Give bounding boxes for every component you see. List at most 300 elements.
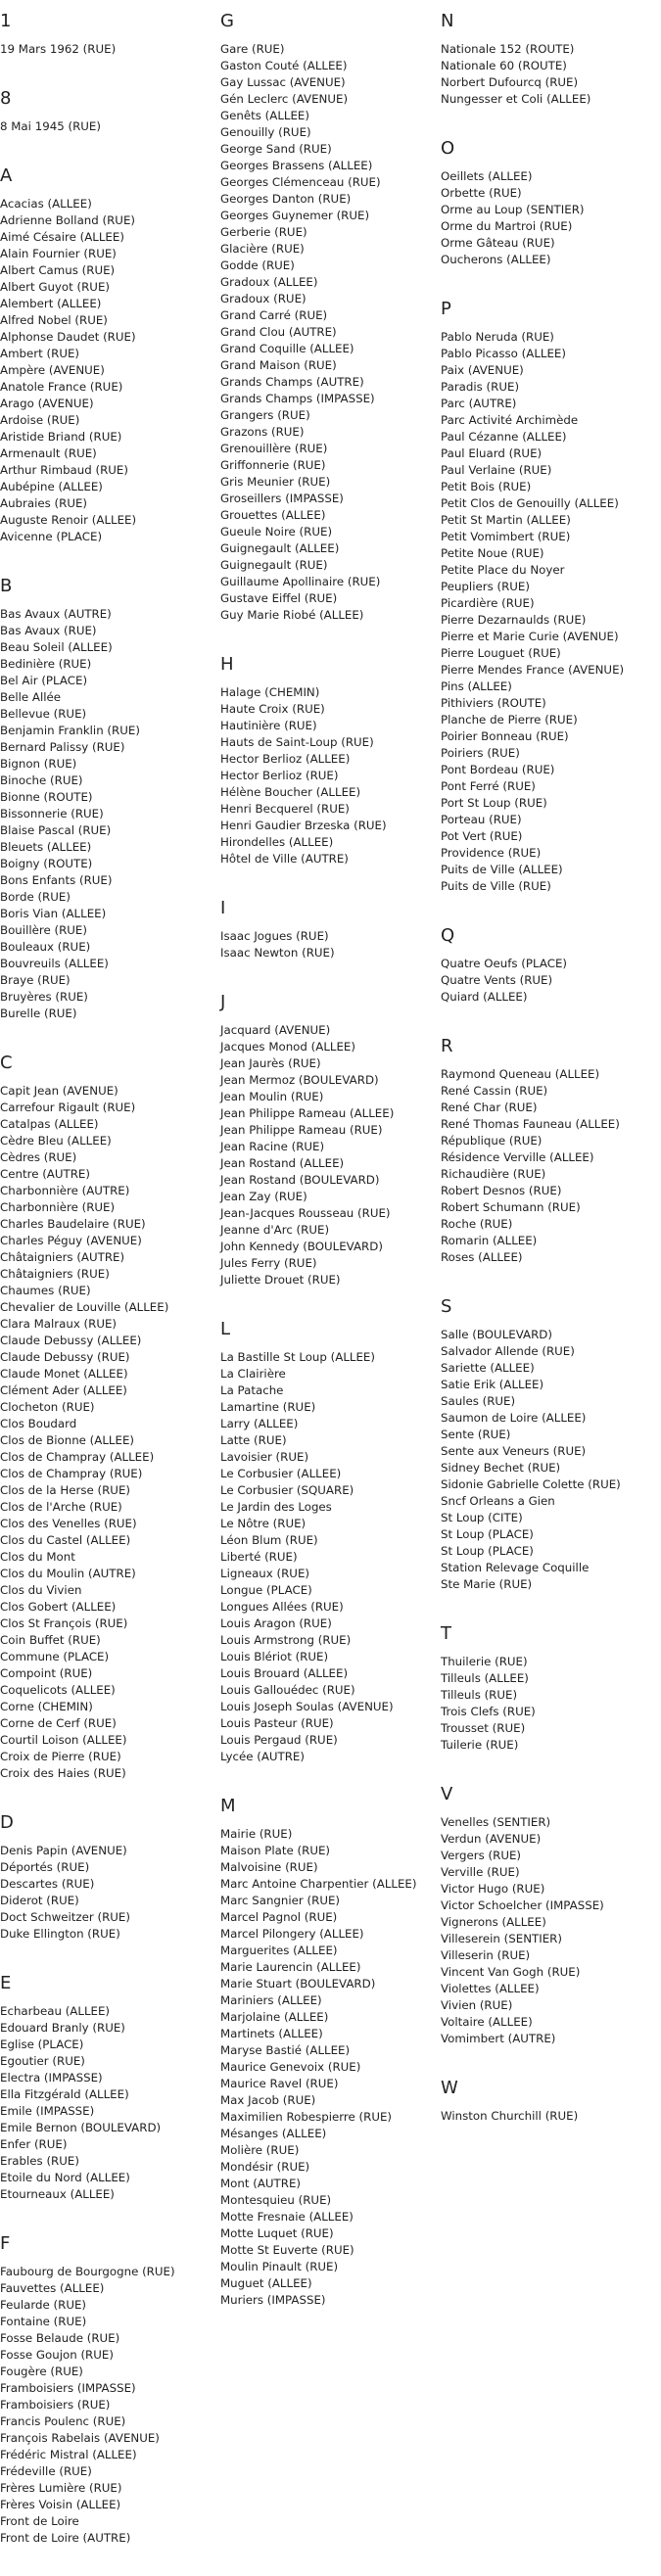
street-list [441,168,656,268]
street-item: Thuilerie (RUE) [441,1655,528,1668]
street-item: John Kennedy (BOULEVARD) [220,1240,383,1253]
street-list [0,196,215,545]
street-item: Cèdre Bleu (ALLEE) [0,1134,112,1147]
letter-heading: Q [441,925,455,946]
street-item: Claude Debussy (RUE) [0,1350,130,1364]
street-item: Grand Clou (AUTRE) [220,325,337,339]
street-list [441,956,656,1006]
street-item: Boigny (ROUTE) [0,857,93,870]
street-item: Duke Ellington (RUE) [0,1927,120,1941]
street-item: Compoint (RUE) [0,1666,93,1680]
street-item: Gradoux (ALLEE) [220,275,318,289]
street-item: Genêts (ALLEE) [220,109,309,122]
letter-group [0,10,215,58]
street-item: Francis Poulenc (RUE) [0,2414,126,2428]
letter-heading: O [441,138,455,159]
street-item: Pins (ALLEE) [441,679,512,693]
street-item: 19 Mars 1962 (RUE) [0,42,117,56]
street-item: Peupliers (RUE) [441,580,530,593]
street-item: Grands Champs (IMPASSE) [220,392,375,405]
street-item: Charles Baudelaire (RUE) [0,1217,146,1231]
street-item: Sidney Bechet (RUE) [441,1461,561,1475]
street-item: Le Jardin des Loges [220,1500,332,1514]
street-list [441,41,656,108]
street-item: Jean Philippe Rameau (ALLEE) [220,1106,395,1120]
street-item: Mairie (RUE) [220,1827,293,1841]
street-list [220,1022,436,1288]
street-item: Jean Mermoz (BOULEVARD) [220,1073,379,1087]
street-item: Alphonse Daudet (RUE) [0,330,136,344]
street-item: Louis Brouard (ALLEE) [220,1666,349,1680]
street-item: Hautinière (RUE) [220,719,317,732]
street-item: Pierre Mendes France (AVENUE) [441,663,625,677]
street-item: Larry (ALLEE) [220,1417,299,1430]
street-item: Bignon (RUE) [0,757,77,771]
street-item: Sidonie Gabrielle Colette (RUE) [441,1477,621,1491]
street-item: Picardière (RUE) [441,596,535,610]
street-item: Paradis (RUE) [441,380,520,394]
street-item: Léon Blum (RUE) [220,1533,318,1547]
street-item: Henri Gaudier Brzeska (RUE) [220,819,387,832]
street-item: Louis Blériot (RUE) [220,1650,329,1663]
street-item: Marcel Pagnol (RUE) [220,1910,338,1924]
street-item: Raymond Queneau (ALLEE) [441,1067,600,1081]
street-item: Ampère (AVENUE) [0,363,105,377]
street-item: Pont Bordeau (RUE) [441,763,555,776]
street-item: Muriers (IMPASSE) [220,2293,326,2307]
street-item: Gris Meunier (RUE) [220,475,331,489]
letter-heading: C [0,1053,13,1073]
street-item: 8 Mai 1945 (RUE) [0,119,101,133]
street-item: Grand Maison (RUE) [220,358,337,372]
street-item: Gueule Noire (RUE) [220,525,333,539]
street-item: René Thomas Fauneau (ALLEE) [441,1117,620,1131]
street-item: René Cassin (RUE) [441,1084,548,1098]
letter-group [220,991,436,1288]
letter-heading: T [441,1623,451,1644]
street-item: Pablo Neruda (RUE) [441,330,554,344]
street-item: Marie Stuart (BOULEVARD) [220,1977,376,1991]
letter-group [0,1052,215,1782]
street-item: Petit Clos de Genouilly (ALLEE) [441,496,619,510]
column-3 [441,10,656,2154]
street-item: Gustave Eiffel (RUE) [220,591,338,605]
letter-group [441,298,656,895]
street-item: La Clairière [220,1367,286,1381]
street-list [0,41,215,58]
street-item: Marc Sangnier (RUE) [220,1894,341,1907]
street-item: Claude Monet (ALLEE) [0,1367,128,1381]
street-item: Fosse Goujon (RUE) [0,2348,114,2362]
street-item: Eglise (PLACE) [0,2037,84,2051]
street-item: Catalpas (ALLEE) [0,1117,99,1131]
street-item: Gay Lussac (AVENUE) [220,75,346,89]
street-item: Bons Enfants (RUE) [0,873,113,887]
street-item: Trois Clefs (RUE) [441,1705,536,1718]
street-item: Vincent Van Gogh (RUE) [441,1965,581,1979]
street-item: Fougère (RUE) [0,2365,83,2378]
street-item: Malvoisine (RUE) [220,1860,318,1874]
street-item: François Rabelais (AVENUE) [0,2431,160,2445]
street-item: Framboisiers (RUE) [0,2398,111,2412]
street-item: Porteau (RUE) [441,813,522,826]
street-item: Tilleuls (RUE) [441,1688,518,1702]
letter-heading: E [0,1973,12,1993]
street-item: Clos Boudard [0,1417,77,1430]
letter-heading: V [441,1784,453,1804]
street-item: Clos des Venelles (RUE) [0,1517,137,1530]
street-item: Petit St Martin (ALLEE) [441,513,571,527]
street-item: Latte (RUE) [220,1433,287,1447]
letter-group [220,1318,436,1765]
street-item: Isaac Jogues (RUE) [220,929,329,943]
street-item: Aristide Briand (RUE) [0,430,122,444]
street-item: La Patache [220,1383,284,1397]
street-item: Clos du Vivien [0,1583,82,1597]
street-item: Jacquard (AVENUE) [220,1023,331,1037]
street-list [220,1826,436,2309]
street-item: Petite Place du Noyer [441,563,565,577]
street-item: Front de Loire (AUTRE) [0,2531,131,2545]
street-item: Denis Papin (AVENUE) [0,1844,127,1857]
street-item: René Char (RUE) [441,1101,538,1114]
street-item: Molière (RUE) [220,2143,300,2157]
street-item: Gerberie (RUE) [220,225,307,239]
street-item: Faubourg de Bourgogne (RUE) [0,2265,175,2278]
letter-group [220,10,436,624]
street-item: Diderot (RUE) [0,1894,79,1907]
street-item: Arthur Rimbaud (RUE) [0,463,128,477]
street-item: Salvador Allende (RUE) [441,1344,575,1358]
street-item: Aubépine (ALLEE) [0,480,103,493]
street-item: Charbonnière (AUTRE) [0,1184,130,1197]
street-item: Chaumes (RUE) [0,1284,91,1297]
street-item: Le Nôtre (RUE) [220,1517,307,1530]
street-item: Paix (AVENUE) [441,363,524,377]
street-item: Robert Schumann (RUE) [441,1200,581,1214]
street-item: Lamartine (RUE) [220,1400,316,1414]
street-item: Guy Marie Riobé (ALLEE) [220,608,364,622]
street-item: Binoche (RUE) [0,773,83,787]
street-item: Clos du Moulin (AUTRE) [0,1567,136,1580]
street-item: Maximilien Robespierre (RUE) [220,2110,393,2124]
street-item: Le Corbusier (ALLEE) [220,1467,342,1480]
street-item: Egoutier (RUE) [0,2054,85,2068]
street-item: Bas Avaux (RUE) [0,624,97,637]
street-item: Acacias (ALLEE) [0,197,92,211]
street-item: Pierre Louguet (RUE) [441,646,561,660]
street-item: Auguste Renoir (ALLEE) [0,513,137,527]
street-item: Montesquieu (RUE) [220,2193,332,2207]
column-2 [220,10,436,2338]
street-item: Front de Loire [0,2514,79,2528]
street-item: Georges Danton (RUE) [220,192,352,206]
letter-group [220,653,436,867]
letter-heading: M [220,1796,236,1816]
street-item: Roses (ALLEE) [441,1250,523,1264]
letter-heading: W [441,2078,458,2098]
street-item: Fauvettes (ALLEE) [0,2281,105,2295]
street-item: Clocheton (RUE) [0,1400,95,1414]
street-item: Chevalier de Louville (ALLEE) [0,1300,169,1314]
street-item: Nationale 60 (ROUTE) [441,59,567,72]
street-item: Marguerites (ALLEE) [220,1944,338,1957]
street-item: Pablo Picasso (ALLEE) [441,347,566,360]
street-item: Richaudière (RUE) [441,1167,546,1181]
street-item: Marie Laurencin (ALLEE) [220,1960,361,1974]
letter-group [441,1295,656,1593]
street-item: Croix de Pierre (RUE) [0,1750,121,1763]
street-item: Quiard (ALLEE) [441,990,528,1004]
street-item: Nationale 152 (ROUTE) [441,42,575,56]
street-item: Maryse Bastié (ALLEE) [220,2043,351,2057]
street-item: Puits de Ville (ALLEE) [441,863,563,876]
street-item: Ella Fitzgérald (ALLEE) [0,2087,129,2101]
street-item: Motte St Euverte (RUE) [220,2243,354,2257]
letter-heading: D [0,1812,14,1833]
street-item: Cèdres (RUE) [0,1150,77,1164]
street-item: Maison Plate (RUE) [220,1844,331,1857]
street-item: Pithiviers (ROUTE) [441,696,546,710]
street-item: Isaac Newton (RUE) [220,946,335,960]
street-list [441,1654,656,1754]
letter-heading: L [220,1319,231,1339]
street-list [441,1327,656,1593]
street-item: Framboisiers (IMPASSE) [0,2381,136,2395]
street-item: Bleuets (ALLEE) [0,840,92,854]
street-item: Guignegault (RUE) [220,558,328,572]
street-item: Griffonnerie (RUE) [220,458,326,472]
street-item: Jacques Monod (ALLEE) [220,1040,355,1054]
street-item: Albert Camus (RUE) [0,263,116,277]
street-item: Longue (PLACE) [220,1583,312,1597]
street-item: Quatre Oeufs (PLACE) [441,957,567,970]
street-item: Paul Eluard (RUE) [441,446,543,460]
letter-group [441,1035,656,1266]
street-item: Motte Luquet (RUE) [220,2226,334,2240]
street-item: Oucherons (ALLEE) [441,253,551,266]
street-item: Frères Voisin (ALLEE) [0,2498,121,2511]
street-item: Alembert (ALLEE) [0,297,102,310]
street-item: Verville (RUE) [441,1865,520,1879]
street-list [0,118,215,135]
street-item: Jean-Jacques Rousseau (RUE) [220,1206,391,1220]
street-list [0,1843,215,1943]
street-item: George Sand (RUE) [220,142,332,156]
street-item: Liberté (RUE) [220,1550,298,1564]
letter-group [441,2077,656,2125]
street-item: Bas Avaux (AUTRE) [0,607,112,621]
letter-group [441,10,656,108]
street-item: Jean Rostand (ALLEE) [220,1156,345,1170]
street-item: Enfer (RUE) [0,2137,68,2151]
street-item: Villeserein (SENTIER) [441,1932,562,1945]
street-item: Louis Pergaud (RUE) [220,1733,338,1747]
street-list [441,2108,656,2125]
street-item: Capit Jean (AVENUE) [0,1084,118,1098]
street-item: Frédeville (RUE) [0,2464,92,2478]
street-item: Vomimbert (AUTRE) [441,2032,556,2045]
letter-heading: P [441,299,451,319]
street-item: Carrefour Rigault (RUE) [0,1101,136,1114]
street-item: Châtaigniers (RUE) [0,1267,110,1281]
street-item: Vergers (RUE) [441,1849,522,1862]
street-item: Alfred Nobel (RUE) [0,313,108,327]
street-item: Sncf Orleans a Gien [441,1494,555,1508]
street-item: Grand Carré (RUE) [220,308,328,322]
street-item: Oeillets (ALLEE) [441,169,533,183]
street-item: Verdun (AVENUE) [441,1832,542,1846]
street-item: Trousset (RUE) [441,1721,526,1735]
street-item: Courtil Loison (ALLEE) [0,1733,127,1747]
column-1 [0,10,215,2576]
street-item: Paul Cézanne (ALLEE) [441,430,567,444]
street-item: Max Jacob (RUE) [220,2093,316,2107]
street-item: St Loup (PLACE) [441,1544,534,1558]
street-item: Juliette Drouet (RUE) [220,1273,341,1287]
letter-group [0,1811,215,1943]
street-item: Claude Debussy (ALLEE) [0,1334,142,1347]
street-item: Henri Becquerel (RUE) [220,802,350,816]
street-item: Mont (AUTRE) [220,2177,302,2190]
street-item: Louis Aragon (RUE) [220,1616,332,1630]
street-item: Louis Armstrong (RUE) [220,1633,352,1647]
street-item: Georges Guynemer (RUE) [220,209,370,222]
street-item: Electra (IMPASSE) [0,2071,103,2084]
street-item: Romarin (ALLEE) [441,1234,538,1247]
street-item: Alain Fournier (RUE) [0,247,117,260]
street-item: Clos de Champray (RUE) [0,1467,143,1480]
street-list [441,1066,656,1266]
street-list [0,606,215,1022]
letter-group [0,2232,215,2547]
street-item: Guignegault (ALLEE) [220,541,340,555]
street-item: Bellevue (RUE) [0,707,87,721]
street-item: Petit Bois (RUE) [441,480,532,493]
letter-group [220,897,436,961]
street-item: Hirondelles (ALLEE) [220,835,334,849]
street-item: Fosse Belaude (RUE) [0,2331,120,2345]
street-item: Commune (PLACE) [0,1650,110,1663]
street-item: Ambert (RUE) [0,347,80,360]
street-item: Motte Fresnaie (ALLEE) [220,2210,354,2224]
street-item: Clément Ader (ALLEE) [0,1383,127,1397]
letter-heading: N [441,11,454,31]
street-item: Ligneaux (RUE) [220,1567,309,1580]
street-item: Le Corbusier (SQUARE) [220,1483,354,1497]
street-item: Tuilerie (RUE) [441,1738,519,1752]
street-item: Borde (RUE) [0,890,71,904]
street-item: Lycée (AUTRE) [220,1750,305,1763]
street-item: Pot Vert (RUE) [441,829,523,843]
street-item: Bionne (ROUTE) [0,790,93,804]
street-item: Albert Guyot (RUE) [0,280,111,294]
street-item: Marcel Pilongery (ALLEE) [220,1927,364,1941]
street-item: Fontaine (RUE) [0,2315,87,2328]
street-item: Georges Brassens (ALLEE) [220,159,373,172]
letter-heading: G [220,11,234,31]
street-item: Grenouillère (RUE) [220,442,328,455]
street-item: Orme Gâteau (RUE) [441,236,555,250]
street-item: Pierre et Marie Curie (AVENUE) [441,630,619,643]
street-item: Planche de Pierre (RUE) [441,713,578,726]
street-item: Emile (IMPASSE) [0,2104,95,2118]
street-item: Jean Moulin (RUE) [220,1090,324,1103]
street-item: Sente (RUE) [441,1428,511,1441]
street-list [441,329,656,895]
street-item: Adrienne Bolland (RUE) [0,213,135,227]
street-item: Norbert Dufourcq (RUE) [441,75,579,89]
street-item: Jean Philippe Rameau (RUE) [220,1123,383,1137]
street-item: Emile Bernon (BOULEVARD) [0,2121,162,2134]
street-item: Beau Soleil (ALLEE) [0,640,113,654]
street-item: Bouleaux (RUE) [0,940,91,954]
street-item: Erables (RUE) [0,2154,79,2168]
letter-group [0,164,215,545]
letter-group [441,137,656,268]
street-item: Hauts de Saint-Loup (RUE) [220,735,374,749]
street-item: Louis Joseph Soulas (AVENUE) [220,1700,394,1713]
street-item: Orme du Martroi (RUE) [441,219,573,233]
street-item: Clos de l'Arche (RUE) [0,1500,122,1514]
street-item: Puits de Ville (RUE) [441,879,551,893]
street-item: Clos Gobert (ALLEE) [0,1600,117,1614]
letter-group [441,1622,656,1754]
street-item: Mondésir (RUE) [220,2160,310,2174]
street-item: Nungesser et Coli (ALLEE) [441,92,591,106]
street-item: Victor Schoelcher (IMPASSE) [441,1898,604,1912]
street-item: Corne de Cerf (RUE) [0,1716,117,1730]
street-item: Haute Croix (RUE) [220,702,325,716]
street-item: Clos de Champray (ALLEE) [0,1450,155,1464]
street-item: Doct Schweitzer (RUE) [0,1910,130,1924]
letter-group [0,1972,215,2203]
street-item: Salle (BOULEVARD) [441,1328,552,1341]
street-item: Muguet (ALLEE) [220,2276,312,2290]
street-item: Gradoux (RUE) [220,292,307,305]
street-item: Saumon de Loire (ALLEE) [441,1411,587,1425]
letter-heading: H [220,654,234,675]
street-item: Lavoisier (RUE) [220,1450,309,1464]
street-item: Sariette (ALLEE) [441,1361,535,1375]
street-item: Hélène Boucher (ALLEE) [220,785,361,799]
street-item: Louis Gallouédec (RUE) [220,1683,355,1697]
street-item: Descartes (RUE) [0,1877,95,1891]
street-item: Jean Racine (RUE) [220,1140,325,1153]
street-item: Echarbeau (ALLEE) [0,2004,111,2018]
street-item: Vignerons (ALLEE) [441,1915,546,1929]
street-item: Blaise Pascal (RUE) [0,823,112,837]
letter-heading: R [441,1036,453,1056]
street-item: Clos de Bionne (ALLEE) [0,1433,135,1447]
letter-heading: A [0,165,13,186]
street-item: Villeserin (RUE) [441,1948,531,1962]
street-item: Orbette (RUE) [441,186,522,200]
street-item: Marc Antoine Charpentier (ALLEE) [220,1877,417,1891]
street-item: Station Relevage Coquille [441,1561,590,1574]
street-item: Louis Pasteur (RUE) [220,1716,334,1730]
street-item: Jean Rostand (BOULEVARD) [220,1173,380,1187]
street-item: Winston Churchill (RUE) [441,2109,579,2123]
letter-heading: I [220,898,226,918]
street-item: Bernard Palissy (RUE) [0,740,125,754]
street-item: Pierre Dezarnaulds (RUE) [441,613,587,627]
street-item: Bouvreuils (ALLEE) [0,957,109,970]
street-item: Avicenne (PLACE) [0,530,103,543]
street-item: Glacière (RUE) [220,242,305,256]
street-item: Sente aux Veneurs (RUE) [441,1444,587,1458]
street-item: Petite Noue (RUE) [441,546,544,560]
